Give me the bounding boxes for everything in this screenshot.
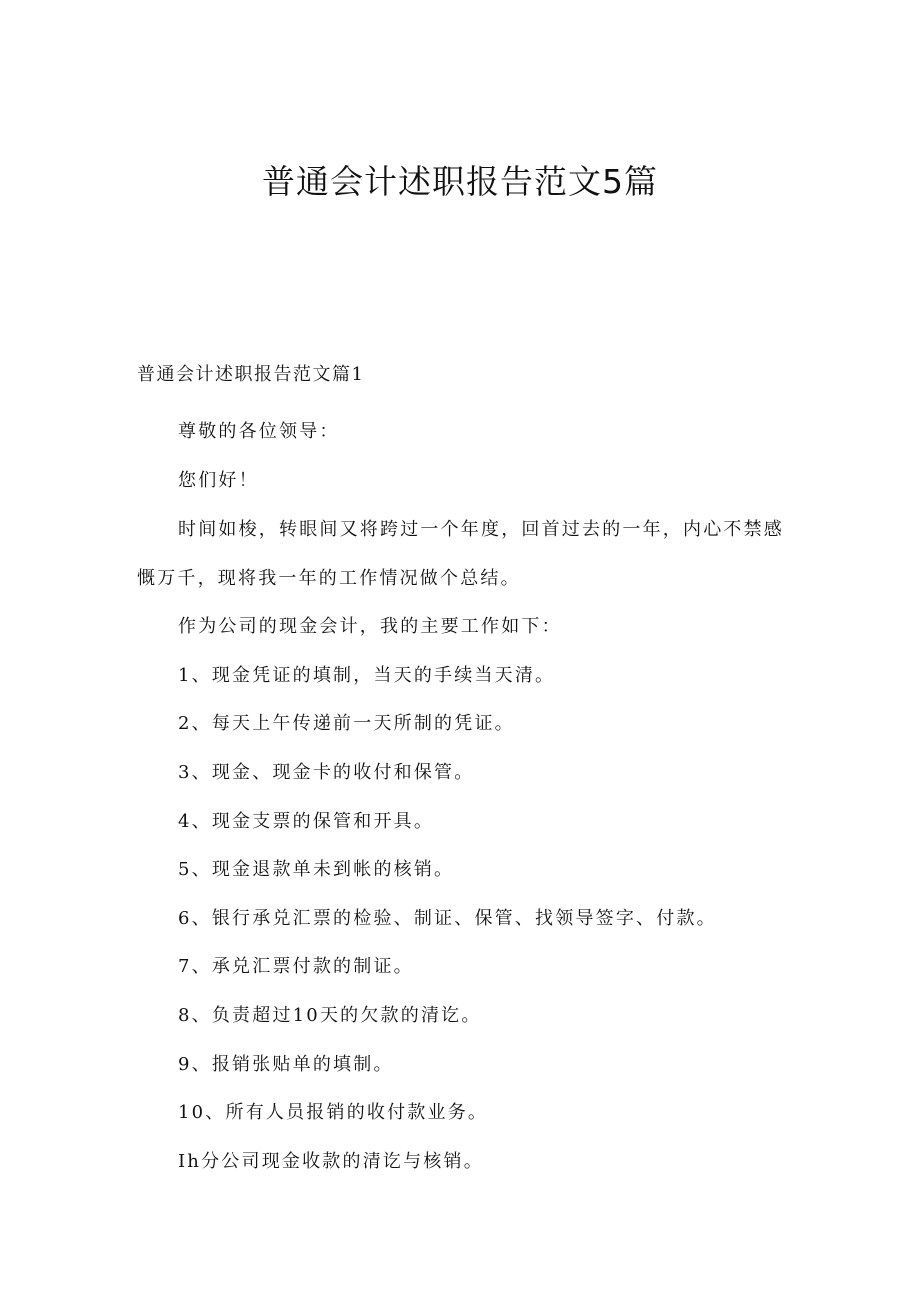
duty-item: 8、负责超过10天的欠款的清讫。 <box>178 1004 482 1026</box>
duties-intro-paragraph: 作为公司的现金会计，我的主要工作如下： <box>178 616 562 638</box>
duty-item: 2、每天上午传递前一天所制的凭证。 <box>178 713 515 735</box>
section-heading: 普通会计述职报告范文篇1 <box>137 364 365 385</box>
duty-item: 9、报销张贴单的填制。 <box>178 1053 394 1075</box>
duty-item: 3、现金、现金卡的收付和保管。 <box>178 761 475 783</box>
salutation-paragraph: 尊敬的各位领导： <box>178 421 340 442</box>
document-body <box>137 408 787 1186</box>
duty-item: 1、现金凭证的填制，当天的手续当天清。 <box>178 664 556 686</box>
greeting-paragraph: 您们好！ <box>178 469 259 491</box>
document-title: 普通会计述职报告范文5篇 <box>262 162 658 201</box>
duty-item: 6、银行承兑汇票的检验、制证、保管、找领导签字、付款。 <box>178 907 717 929</box>
duty-item: Ih分公司现金收款的清讫与核销。 <box>178 1150 484 1172</box>
duty-item: 7、承兑汇票付款的制证。 <box>178 956 414 978</box>
duty-item: 5、现金退款单未到帐的核销。 <box>178 859 455 881</box>
intro-paragraph: 时间如梭，转眼间又将跨过一个年度，回首过去的一年，内心不禁感慨万千，现将我一年的工作情况做个总结。 <box>137 519 784 590</box>
duty-item: 4、现金支票的保管和开具。 <box>178 810 435 832</box>
duty-item: 10、所有人员报销的收付款业务。 <box>178 1102 489 1124</box>
